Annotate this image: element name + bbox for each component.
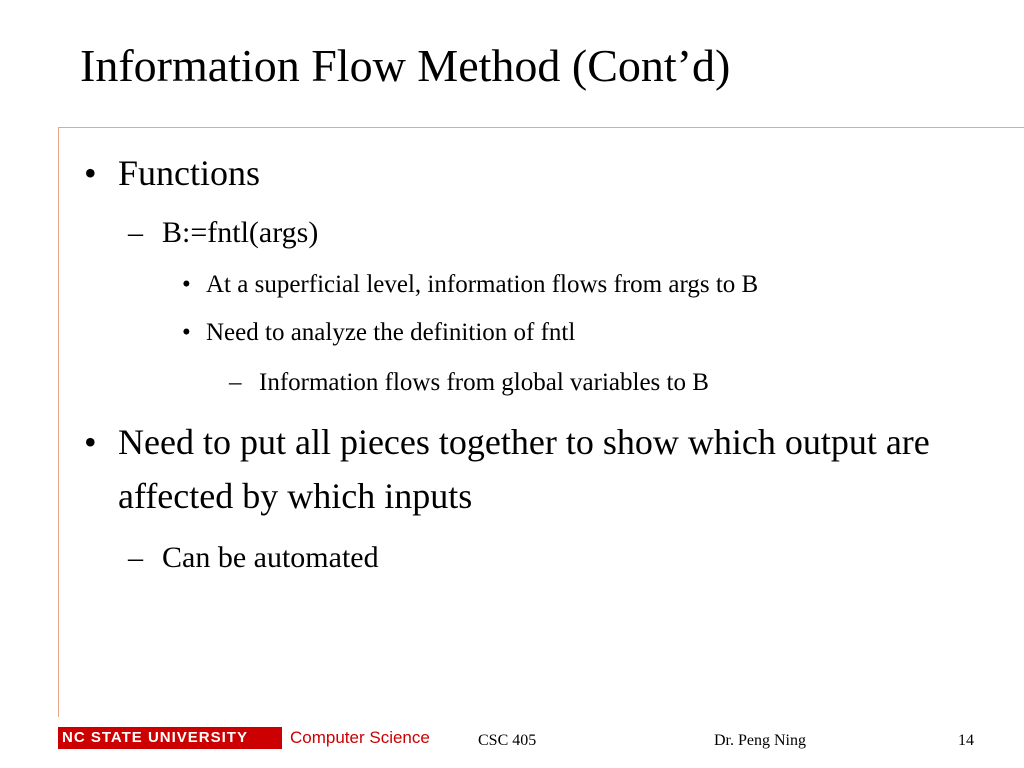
bullet-item (84, 146, 984, 200)
bullet-text: Need to put all pieces together to show which output are affected by which inputs (118, 422, 930, 516)
bullet-text: Functions (118, 153, 261, 193)
bullet-text: At a superficial level, information flows from args to B (206, 271, 759, 298)
bullet-item (84, 415, 984, 523)
author-label: Dr. Peng Ning (714, 732, 806, 749)
bullet-item (128, 538, 988, 578)
university-logo: NC STATE UNIVERSITY (58, 727, 282, 749)
bullet-marker: • (182, 271, 191, 298)
course-label: CSC 405 (478, 732, 537, 749)
page-number: 14 (958, 732, 974, 749)
bullet-text: Information flows from global variables to B (259, 369, 709, 396)
bullet-marker: – (128, 216, 143, 249)
bullet-marker: • (84, 153, 97, 193)
slide-footer (0, 720, 1024, 768)
bullet-text: Can be automated (162, 541, 379, 574)
bullet-marker: – (128, 541, 143, 574)
bullet-item (182, 268, 1002, 302)
bullet-marker: – (229, 369, 242, 396)
bullet-item (182, 316, 1002, 350)
bullet-item (229, 366, 1009, 400)
slide-title: Information Flow Method (Cont’d) (80, 40, 731, 91)
bullet-text: B:=fntl(args) (162, 216, 319, 249)
bullet-marker: • (84, 422, 97, 462)
bullet-text: Need to analyze the definition of fntl (206, 319, 576, 346)
department-label: Computer Science (290, 728, 430, 747)
bullet-marker: • (182, 319, 191, 346)
bullet-item (128, 213, 988, 253)
